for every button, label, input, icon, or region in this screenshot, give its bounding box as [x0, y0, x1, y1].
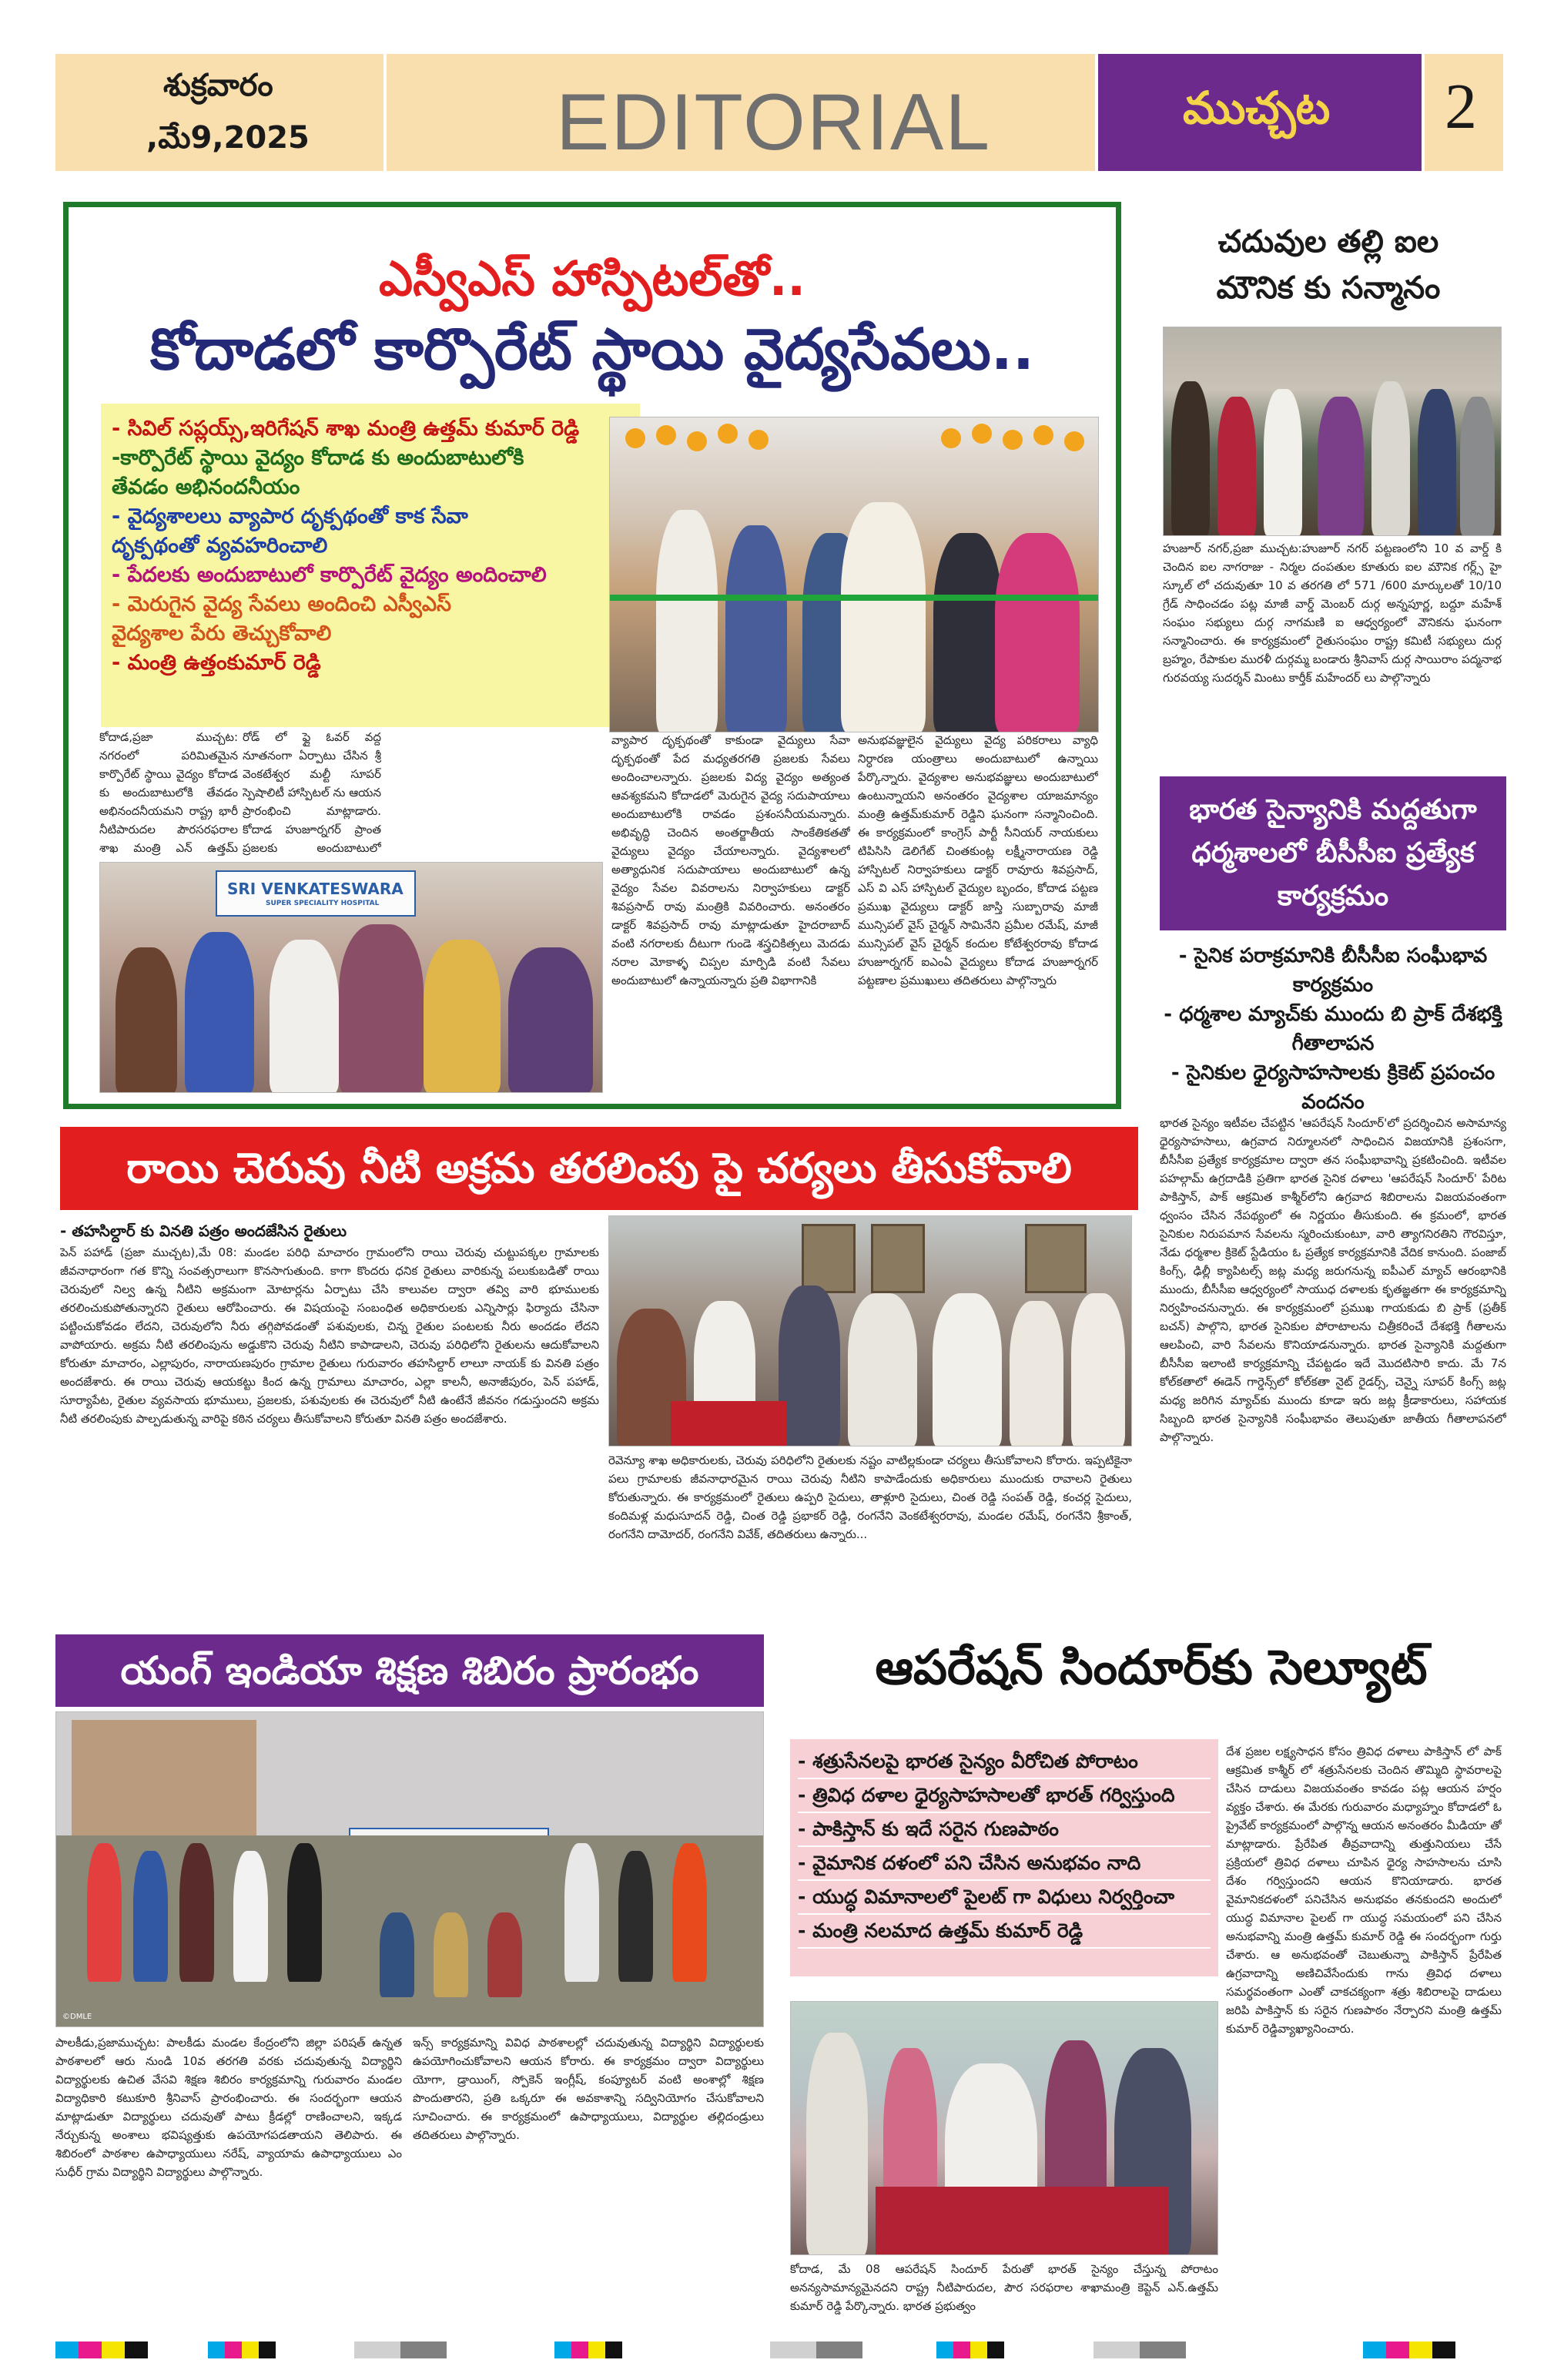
color-bar	[208, 2341, 276, 2358]
color-bar	[554, 2341, 622, 2358]
highlight-item: - శత్రుసేనలపై భారత సైన్యం వీరోచిత పోరాటం	[798, 1745, 1211, 1779]
lake-story-body-2: రెవెన్యూ శాఖ అధికారులకు, చెరువు పరిధిలోని రైతులకు నష్టం వాటిల్లకుండా చర్యలు తీసుకోవాలని కోరారు. ఇప్పటికైనా పలు గ్రామాలకు జీవనాధారమైన రాయి చెరువు నీటిని కాపాడేందుకు అధికారులు ముందుకు రావాలని రైతులు కోరుతున్నారు. ఈ కార్యక్రమంలో రైతులు ఉప్పరి సైదులు, తాళ్లూరి సైదులు, చింత రెడ్డి సంపత్ రెడ్డి, కంచర్ల సైదులు, కందిమళ్ల మధుసూదన్ రెడ్డి, చింత రెడ్డి ప్రభాకర్ రెడ్డి, రంగనేని వెంకటేశ్వరరావు, మండల రమేష్, రంగనేని శ్రీకాంత్, రంగనేని దామోదర్, రంగనేని వివేక్, తదితరులు ఉన్నారు...	[608, 1453, 1132, 1541]
lead-column-4: అనుభవజ్ఞులైన వైద్యులు వైద్య పరికరాలు వ్యాధి నిర్ధారణ యంత్రాలు అందుబాటులో ఉన్నాయి పేర్కొన్నారు. వైద్యశాల అనుభవజ్ఞులు అందుబాటులో ఉంటున్నాయని అనంతరం వైద్యశాల యాజమాన్యం మంత్రి ఉత్తమ్‌కుమార్ రెడ్డిని ఘనంగా సన్మానించింది. ఈ కార్యక్రమంలో కాంగ్రెస్ పార్టీ సీనియర్ నాయకులు టిపిసిసి డెలిగేట్ చింతకుంట్ల లక్ష్మీనారాయణ రెడ్డి హాస్పిటల్ నిర్వాహకులు డాక్టర్ రావూరు శివప్రసాద్, ఎస్ వి ఎస్ హాస్పిటల్ వైద్యుల బృందం, కోదాడ పట్టణ ప్రముఖ వైద్యులు డాక్టర్ జాస్తి సుబ్బారావు మాజీ మున్సిపల్ వైస్ చైర్మన్ సామినేని ప్రమీల రమేష్, మాజీ మున్సిపల్ వైస్ చైర్మన్ కందుల కోటేశ్వరరావు కోదాడ హుజూర్నగర్ ఐఎంఏ వైద్యులు కోదాడ హుజూర్నగర్ పట్టణాల ప్రముఖులు తదితరులు పాల్గొన్నారు	[858, 733, 1098, 987]
lead-headline-1: ఎస్వీఎస్ హాస్పిటల్‌తో..	[379, 250, 805, 307]
section-title: EDITORIAL	[556, 78, 992, 167]
lake-story-body-1: పెన్ పహాడ్ (ప్రజా ముచ్చట),మే 08: మండల పరిధి మాచారం గ్రామంలోని రాయి చెరువు చుట్టుపక్కల గ్రామాలకు జీవనాధారంగా గత కొన్ని సంవత్సరాలుగా కొనసాగుతుంది. కాగా కొందరు ధనిక రైతులు వారికున్న పలుకుబడితో రాయి చెరువులో నిల్వ ఉన్న నీటిని అక్రమంగా మోటార్లను ఏర్పాటు చేసి కాలువల ద్వారా తవ్వి వారి భూములకు తరలించుకుపోతున్నారని రైతులు ఆరోపించారు. ఈ విషయంపై సంబంధిత అధికారులకు ఎన్నిసార్లు ఫిర్యాదు చేసినా పట్టించుకోవడం లేదని, చెరువులోని నీరు తగ్గిపోవడంతో పశువులకు, చిన్న రైతుల పంటలకు నీరు అందడం లేదని వాపోయారు. అక్రమ నీటి తరలింపును అడ్డుకొని చెరువు నీటిని కాపాడాలని, చెరువు పరిధిలోని రైతులను ఆదుకోవాలని కోరుతూ మాచారం, ఎల్లాపురం, నారాయణపురం గ్రామాల రైతులు గురువారం తహసిల్దార్ లాలూ నాయక్ కు వినతి పత్రం అందజేశారు. ఈ రాయి చెరువు ఆయకట్టు కింద ఉన్న గ్రామాలు మాచారం, ఎల్లా కాలనీ, అనాజీపురం, పెన్ పహాడ్, సూర్యాపేట, రైతుల వ్యవసాయ భూములు, ప్రజలకు, పశువులకు ఈ చెరువులో నీటి ఉంటేనే జీవనం గడుస్తుందని అక్రమ నీటి తరలింపుకు పాల్పడుతున్న వారిపై కఠిన చర్యలు తీసుకోవాలని కోరుతూ వినతి పత్రం అందజేశారు.	[60, 1245, 599, 1426]
felicitation-group-photo	[1163, 327, 1502, 536]
highlight-item: - ధర్మశాల మ్యాచ్‌కు ముందు బి ప్రాక్ దేశభక్తి గీతాలాపన	[1164, 1003, 1502, 1055]
highlight-item: దృక్పథంతో వ్యవహరించాలి	[112, 534, 328, 558]
youth-headline: యంగ్ ఇండియా శిక్షణ శిబిరం ప్రారంభం	[120, 1648, 699, 1693]
teacher-story-body: హుజూర్ నగర్,ప్రజా ముచ్చట:హుజూర్ నగర్ పట్టణంలోని 10 వ వార్డ్ కి చెందిన ఐల నాగరాజు - నిర్మల దంపతుల కూతురు ఐల మౌనిక గర్ల్స్ హై స్కూల్ లో చదువుతూ 10 వ తరగతి లో 571 /600 మార్కులతో 10/10 గ్రేడ్ సాధించడం పట్ల మాజీ వార్డ్ మెంబర్ దుర్గ అన్నపూర్ణ, బద్దూ మహేశ్ సంఘం సభ్యులు దుర్గ నాగమణి ఐ ఆధ్వర్యంలో వౌనికను ఘనంగా సన్మానించారు. ఈ కార్యక్రమంలో రైతుసంఘం రాష్ట్ర కమిటీ సభ్యులు దుర్గ బ్రహ్మం, రేపాకుల మురళీ దుర్గమ్మ బండారు శ్రీనివాస్ దుర్గ సాయిరాం పద్మనాభ గురవయ్య సుదర్శన్ మింటు కార్తీక్ మహేందర్ లు పాల్గొన్నారు	[1163, 541, 1502, 685]
highlight-item: -కార్పొరేట్ స్థాయి వైద్యం కోదాడ కు అందుబాటులోకి	[112, 446, 524, 470]
teacher-headline	[1155, 219, 1502, 311]
army-headline: భారత సైన్యానికి మద్దతుగా ధర్మశాలలో బీసీసీఐ ప్రత్యేక కార్యక్రమం	[1160, 776, 1506, 930]
youth-headline-banner	[55, 1634, 764, 1707]
youth-story-body-2: ఇన్స్ కార్యక్రమాన్ని వివిధ పాఠశాలల్లో చదువుతున్న విద్యార్థిని విద్యార్థులకు ఉపయోగించుకోవాలని ఆయన కోరారు. ఈ కార్యక్రమం ద్వారా విద్యార్థులు యోగా, డ్రాయింగ్, స్పోకెన్ ఇంగ్లీష్, కంప్యూటర్ వంటి అంశాల్లో శిక్షణ పొందుతారని, ప్రతి ఒక్కరూ ఈ అవకాశాన్ని సద్వినియోగం చేసుకోవాలని సూచించారు. ఈ కార్యక్రమంలో ఉపాధ్యాయులు, విద్యార్థుల తల్లిదండ్రులు తదితరులు పాల్గొన్నారు.	[413, 2036, 764, 2142]
highlight-item: - మంత్రి ఉత్తంకుమార్ రెడ్డి	[112, 651, 321, 675]
lead-headline-2: కోదాడలో కార్పొరేట్ స్థాయి వైద్యసేవలు..	[150, 317, 1034, 383]
gray-bar	[770, 2341, 862, 2358]
sindoor-highlights	[790, 1739, 1218, 1976]
highlight-item: - వైమానిక దళంలో పని చేసిన అనుభవం నాది	[798, 1847, 1211, 1881]
highlight-item: - మంత్రి నలమాద ఉత్తమ్ కుమార్ రెడ్డి	[798, 1915, 1211, 1949]
highlight-item: - సైనిక పరాక్రమానికి బీసీసీఐ సంఘీభావ కార్యక్రమం	[1178, 944, 1488, 997]
lead-highlights	[101, 404, 640, 727]
date-box	[55, 54, 383, 171]
lead-story	[63, 202, 1121, 1109]
lead-column-2: రోడ్ లో ఫ్లై ఓవర్ వద్ద నూతనంగా ఏర్పాటు చేసిన శ్రీ వెంకటేశ్వర మల్టీ సూపర్ స్పెషాలిటీ హాస్పిటల్ ను ఆయన ప్రారంభించి మాట్లాడారు. కోదాడ హుజూర్నగర్ ప్రాంత ప్రజలకు అందుబాటులో	[243, 730, 381, 855]
highlight-item: - పాకిస్తాన్ కు ఇదే సరైన గుణపాఠం	[798, 1813, 1211, 1847]
highlight-item: - సైనికుల ధైర్యసాహసాలకు క్రికెట్ ప్రపంచం వందనం	[1171, 1061, 1495, 1114]
army-story-body: భారత సైన్యం ఇటీవల చేపట్టిన 'ఆపరేషన్ సిందూర్'లో ప్రదర్శించిన అసామాన్య ధైర్యసాహసాలు, ఉగ్రవాద నిర్మూలనలో సాధించిన విజయానికి ప్రశంసగా, బీసీసీఐ ప్రత్యేక కార్యక్రమాల ద్వారా తన సంఘీభావాన్ని ప్రకటించింది. ఇటీవల పహల్గామ్ ఉగ్రదాడికి ప్రతిగా భారత సైనిక దళాలు 'ఆపరేషన్ సిందూర్' పేరిట పాకిస్తాన్, పాక్ ఆక్రమిత కాశ్మీర్‌లోని ఉగ్రవాద శిబిరాలను విజయవంతంగా ధ్వంసం చేసిన నేపథ్యంలో ఈ నిర్ణయం తీసుకుంది. ఈ క్రమంలో, భారత సైనికుల నిరుపమాన సేవలను స్మరించుకుంటూ, వారి త్యాగనిరతిని గౌరవిస్తూ, నేడు ధర్మశాల క్రికెట్ స్టేడియం ఓ ప్రత్యేక కార్యక్రమానికి వేదిక కానుంది. పంజాబ్ కింగ్స్, ఢిల్లీ క్యాపిటల్స్ జట్ల మధ్య జరుగనున్న ఐపీఎల్ మ్యాచ్ ఆరంభానికి ముందు, బీసీసీఐ ఆధ్వర్యంలో సాయుధ దళాలకు కృతజ్ఞతగా ఈ కార్యక్రమాన్ని నిర్వహించనున్నారు. ఈ కార్యక్రమంలో ప్రముఖ గాయకుడు బి ప్రాక్ (ప్రతీక్ బచన్) పాల్గొని, భారత సైనికుల పోరాటాలను చిత్రీకరించే దేశభక్తి గీతాలను ఆలపించి, వారి సేవలను కొనియాడనున్నారు. భారత సైన్యానికి మద్దతుగా బీసీసీఐ ఇలాంటి కార్యక్రమాన్ని చేపట్టడం ఇదే మొదటిసారి కాదు. మే 7న కోల్‌కతాలో ఈడెన్ గార్డెన్స్‌లో కోల్‌కతా నైట్ రైడర్స్, చెన్నై సూపర్ కింగ్స్ జట్ల మధ్య జరిగిన మ్యాచ్‌కు ముందు కూడా ఇరు జట్ల క్రీడాకారులు, సహాయక సిబ్బంది భారత సైన్యానికి సంఘీభావం తెలుపుతూ జాతీయ గీతాలాపనలో పాల్గొన్నారు.	[1160, 1116, 1506, 1444]
hospital-sign-sub: SUPER SPECIALITY HOSPITAL	[266, 900, 380, 907]
color-bar	[55, 2341, 148, 2358]
highlight-item: - పేదలకు అందుబాటులో కార్పొరేట్ వైద్యం అందించాలి	[112, 563, 547, 587]
highlight-item: - వైద్యశాలలు వ్యాపార దృక్పథంతో కాక సేవా	[112, 504, 468, 528]
color-bar	[1363, 2341, 1455, 2358]
youth-story-body-1: పాలకీడు,ప్రజాముచ్చట: పాలకీడు మండల కేంద్రంలోని జిల్లా పరిషత్ ఉన్నత పాఠశాలలో ఆరు నుండి 10వ తరగతి వరకు చదువుతున్న విద్యార్థిని విద్యార్థులకు ఉచిత వేసవి శిక్షణ శిబిరం కార్యక్రమాన్ని గురువారం మండల విద్యాధికారి కటుకూరి శ్రీనివాస్ ప్రారంభించారు. ఈ సందర్భంగా ఆయన మాట్లాడుతూ విద్యార్థులు చదువుతో పాటు క్రీడల్లో రాణించాలని, ఇక్కడ నేర్చుకున్న అంశాలు భవిష్యత్తుకు ఉపయోగపడతాయని తెలిపారు. ఈ శిబిరంలో పాఠశాల ఉపాధ్యాయులు నరేష్, వ్యాయామ ఉపాధ్యాయులు ఎం సుధీర్ గ్రామ విద్యార్థిని విద్యార్థులు పాల్గొన్నారు.	[55, 2036, 402, 2179]
highlight-item: - సివిల్ సప్లయ్స్,ఇరిగేషన్ శాఖ మంత్రి ఉత్తమ్ కుమార్ రెడ్డి	[112, 417, 580, 441]
hospital-sign: SRI VENKATESWARA	[227, 880, 404, 898]
page-number-box	[1425, 54, 1503, 171]
photo-credit: ©DMLE	[62, 2013, 92, 2021]
issue-date: ,మే9,2025	[146, 120, 310, 156]
sindoor-story-body: దేశ ప్రజల లక్ష్యసాధన కోసం త్రివిధ దళాలు పాకిస్తాన్ లో పాక్ ఆక్రమిత కాశ్మీర్ లో శత్రుసేనలకు చెందిన తొమ్మిది స్థావరాలపై చేసిన దాడులు విజయవంతం కావడం పట్ల ఆయన హర్షం వ్యక్తం చేశారు. ఈ మేరకు గురువారం మధ్యాహ్నం కోదాడలో ఓ ప్రైవేట్ కార్యక్రమంలో పాల్గొన్న ఆయన అనంతరం మీడియా తో మాట్లాడారు. ప్రేరేపిత తీవ్రవాదాన్ని తుత్తునియలు చేసే ప్రక్రియలో త్రివిధ దళాలు చూపిన ధైర్య సాహసాలను చూసి దేశం గర్విస్తుందని ఆయన కొనియాడారు. భారత వైమానికదళంలో పనిచేసిన అనుభవం తనకుందని అందులో యుద్ధ విమానాల పైలట్ గా యుద్ధ సమయంలో పని చేసిన అనుభవాన్ని మంత్రి ఉత్తమ్ కుమార్ రెడ్డి ఈ సందర్భంగా గుర్తు చేశారు. ఆ అనుభవంతో చెబుతున్నా పాకిస్తాన్ ప్రేరేపిత ఉగ్రవాదాన్ని అణిచివేసేందుకు గాను త్రివిధ దళాలు సమర్థవంతంగా ఎంతో చాకచక్యంగా శత్రు శిబిరాలపై దాడులు జరిపి పాకిస్తాన్ కు సరైన గుణపాఠం నేర్పారని మంత్రి ఉత్తమ్ కుమార్ రెడ్డివ్యాఖ్యానించారు.	[1226, 1745, 1502, 2036]
sindoor-headline: ఆపరేషన్ సిందూర్‌కు సెల్యూట్	[875, 1639, 1428, 1695]
lake-headline-banner	[60, 1127, 1138, 1210]
lead-column-3: వ్యాపార దృక్పథంతో కాకుండా వైద్యులు సేవా దృక్పథంతో పేద మధ్యతరగతి ప్రజలకు సేవలు అందించాలన్నారు. ప్రజలకు విద్య వైద్యం అత్యంత ఆవశ్యకమని కోదాడలో మెరుగైన వైద్య సదుపాయాలు అందుబాటులోకి రావడం ప్రశంసనీయమన్నారు. అభివృద్ధి చెందిన అంతర్జాతీయ సాంకేతికతతో వైద్యులు వైద్యం చేయాలన్నారు. వైద్యశాలలో అత్యాధునిక సదుపాయాలు అందుబాటులో ఉన్న వైద్యం సేవల వివరాలను నిర్వాహకులు డాక్టర్ శివప్రసాద్ రావు మంత్రికి వివరించారు. అనంతరం డాక్టర్ శివప్రసాద్ రావు మాట్లాడుతూ హైదరాబాద్ వంటి నగరాలకు దీటుగా గుండె శస్త్రచికిత్సలు మెదడు నరాల మోకాళ్ళ చిప్పల మార్పిడి వంటి సేవలు అందుబాటులో ఉన్నాయన్నారు ప్రతి విభాగానికి	[611, 733, 850, 987]
masthead	[55, 54, 1503, 171]
felicitation-photo	[99, 862, 603, 1093]
lake-subhead: - తహసిల్దార్ కు వినతి పత్రం అందజేసిన రైతులు	[60, 1222, 347, 1240]
page-number: 2	[1445, 71, 1477, 142]
highlight-item: - మెరుగైన వైద్య సేవలు అందించి ఎస్వీఎస్	[112, 592, 451, 616]
lead-column-1: కోదాడ,ప్రజా ముచ్చట: నగరంలో పరిమితమైన కార్పొరేట్ స్థాయి వైద్యం కోదాడ కు అందుబాటులోకి తేవడం అభినందనీయమని రాష్ట్ర భారీ నీటిపారుదల పౌరసరఫరాల శాఖ మంత్రి ఎన్ ఉత్తమ్	[99, 730, 238, 855]
highlight-item: వైద్యశాల పేరు తెచ్చుకోవాలి	[112, 622, 332, 645]
army-highlights	[1160, 941, 1506, 1117]
minister-photo	[790, 2001, 1218, 2255]
sindoor-caption: కోదాడ, మే 08 ఆపరేషన్ సిందూర్ పేరుతో భారత్ సైన్యం చేస్తున్న పోరాటం అనన్యసామాన్యమైనదని రాష్ట్ర నీటిపారుదల, పౌర సరఫరాల శాఖామంత్రి కెప్టెన్ ఎన్.ఉత్తమ్ కుమార్ రెడ్డి పేర్కొన్నారు. భారత ప్రభుత్వం	[790, 2262, 1218, 2313]
youth-camp-photo	[55, 1711, 764, 2027]
highlight-item: - యుద్ధ విమానాలలో పైలట్ గా విధులు నిర్వర్తించా	[798, 1881, 1211, 1915]
highlight-item: - త్రివిధ దళాల ధైర్యసాహసాలతో భారత్ గర్విస్తుంది	[798, 1779, 1211, 1813]
brand-box	[1098, 54, 1422, 171]
color-bar	[936, 2341, 1004, 2358]
section-title-box	[387, 54, 1095, 171]
teacher-headline-line-1: చదువుల తల్లి ఐల	[1217, 224, 1439, 260]
teacher-headline-line-2: మౌనిక కు సన్మానం	[1216, 270, 1441, 306]
ribbon-cutting-photo	[609, 417, 1099, 732]
issue-day: శుక్రవారం	[163, 68, 273, 103]
petition-photo	[608, 1215, 1132, 1446]
gray-bar	[1093, 2341, 1186, 2358]
lake-headline: రాయి చెరువు నీటి అక్రమ తరలింపు పై చర్యలు తీసుకోవాలి	[126, 1144, 1072, 1192]
gray-bar	[354, 2341, 447, 2358]
highlight-item: తేవడం అభినందనీయం	[112, 475, 300, 499]
brand-name: ముచ్చట	[1183, 82, 1331, 134]
